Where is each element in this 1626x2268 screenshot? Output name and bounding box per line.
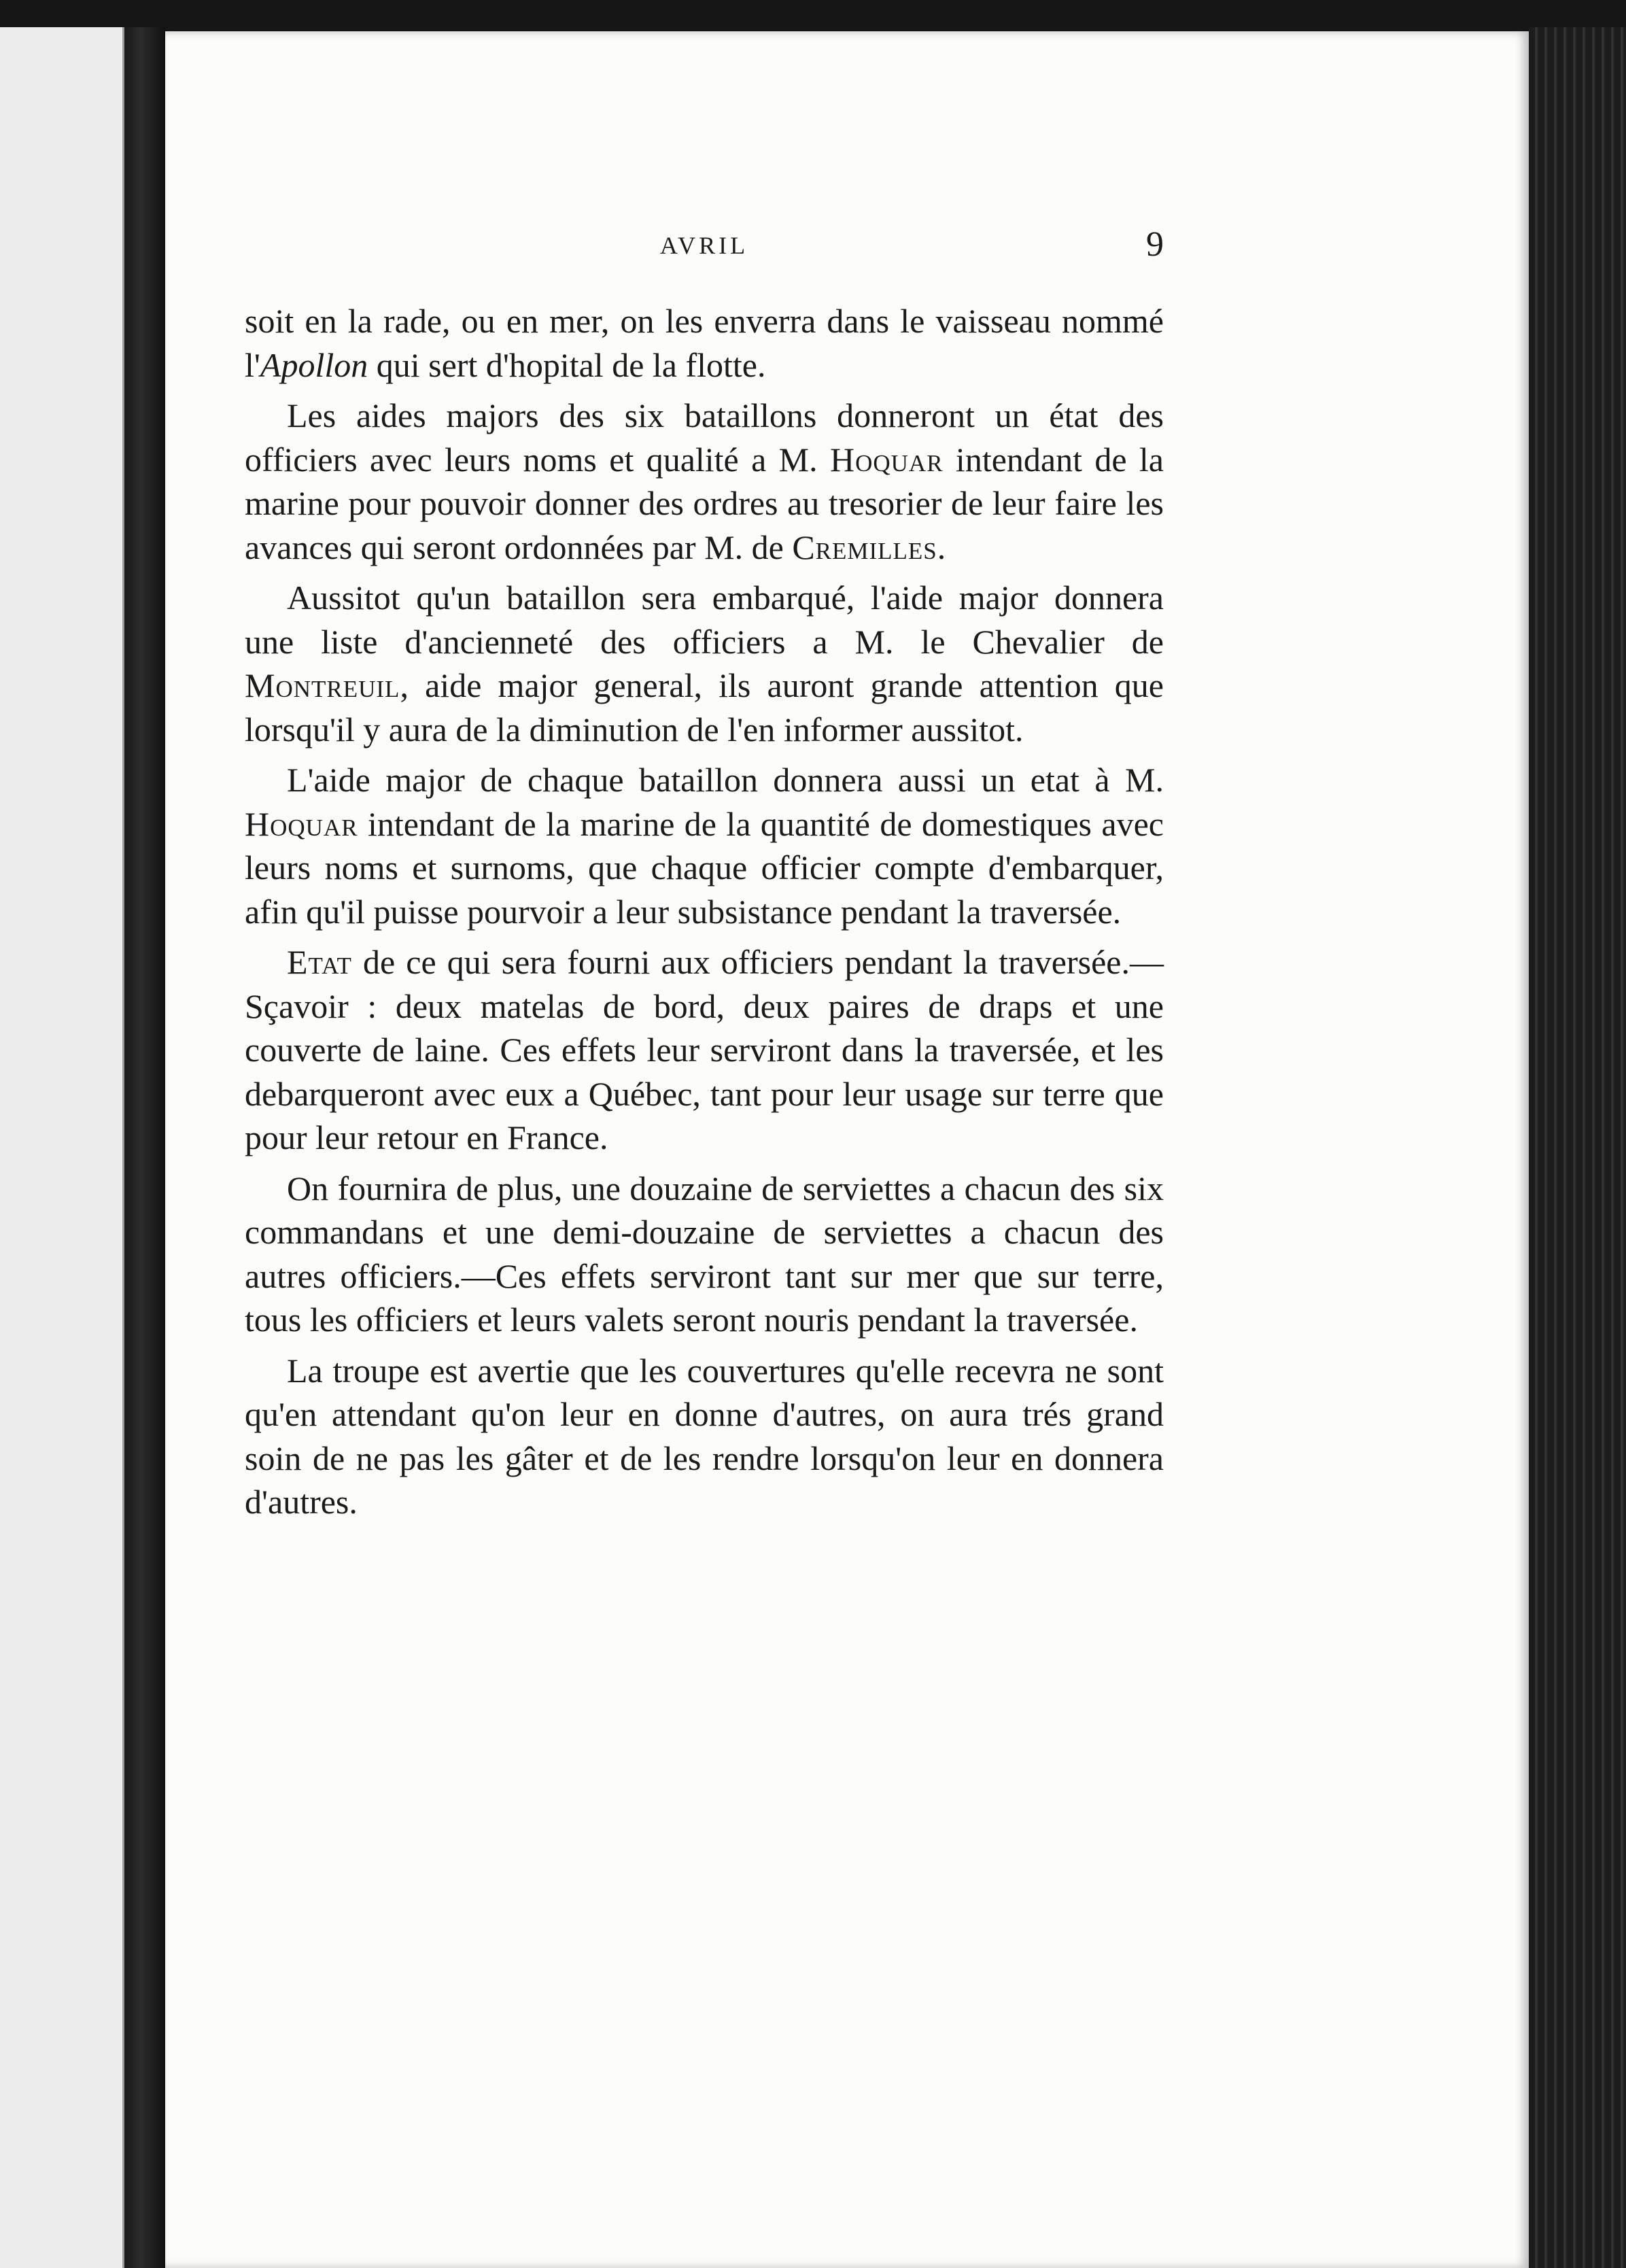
left-page-edge <box>0 27 124 2268</box>
paragraph <box>245 299 1164 387</box>
section-word-small-caps: Etat <box>287 943 352 981</box>
running-head: AVRIL <box>659 232 749 259</box>
text-run: de ce qui sera fourni aux officiers pendant la traversée.—Sçavoir : deux matelas de bord, deux paires de draps et une couverte de laine. Ces effets leur serviront dans la traversée, et les debarqueront avec eux a Québec, tant pour leur usage sur terre que pour leur retour en France. <box>245 943 1164 1156</box>
text-run: Les aides majors des six bataillons donneront un état des officiers avec leurs noms et qualité a M. <box>245 396 1164 479</box>
ship-name-italic: Apollon <box>260 345 368 384</box>
text-run: qui sert d'hopital de la flotte. <box>368 345 766 384</box>
paragraph <box>245 394 1164 569</box>
text-run: intendant de la marine de la quantité de domestiques avec leurs noms et surnoms, que chaque officier compte d'embarquer, afin qu'il puisse pourvoir a leur subsistance pendant la traversée. <box>245 804 1164 931</box>
text-run: . <box>937 528 946 566</box>
paragraph <box>245 576 1164 751</box>
proper-name-small-caps: Hoquar <box>245 804 358 843</box>
text-run: Aussitot qu'un bataillon sera embarqué, l'aide major donnera une liste d'ancienneté des officiers a M. le Chevalier de <box>245 579 1164 661</box>
proper-name-small-caps: Hoquar <box>830 440 944 479</box>
paragraph <box>245 758 1164 933</box>
page-number: 9 <box>1146 225 1164 264</box>
body-text <box>245 299 1164 1531</box>
paragraph <box>245 940 1164 1160</box>
paragraph <box>245 1167 1164 1342</box>
text-run: soit en la rade, ou en mer, on les enverra dans le vaisseau nommé l' <box>245 302 1164 384</box>
text-run: La troupe est avertie que les couvertures qu'elle recevra ne sont qu'en attendant qu'on leur en donne d'autres, on aura trés grand soin de ne pas les gâter et de les rendre lorsqu'on leur en donnera d'autres. <box>245 1351 1164 1521</box>
page-stack-edge <box>1529 27 1626 2268</box>
text-run: intendant de la marine pour pouvoir donner des ordres au tresorier de leur faire les avances qui seront ordonnées par M. de <box>245 440 1164 566</box>
proper-name-small-caps: Cremilles <box>792 528 937 566</box>
text-run: , aide major general, ils auront grande attention que lorsqu'il y aura de la diminution de l'en informer aussitot. <box>245 666 1164 749</box>
book-binding <box>124 27 165 2268</box>
text-run: On fournira de plus, une douzaine de serviettes a chacun des six commandans et une demi-douzaine de serviettes a chacun des autres officiers.—Ces effets serviront tant sur mer que sur terre, tous les officiers et leurs valets seront nouris pendant la traversée. <box>245 1169 1164 1339</box>
page-header <box>245 225 1164 272</box>
text-run: L'aide major de chaque bataillon donnera aussi un etat à M. <box>287 761 1164 799</box>
proper-name-small-caps: Montreuil <box>245 666 400 704</box>
paragraph <box>245 1349 1164 1524</box>
